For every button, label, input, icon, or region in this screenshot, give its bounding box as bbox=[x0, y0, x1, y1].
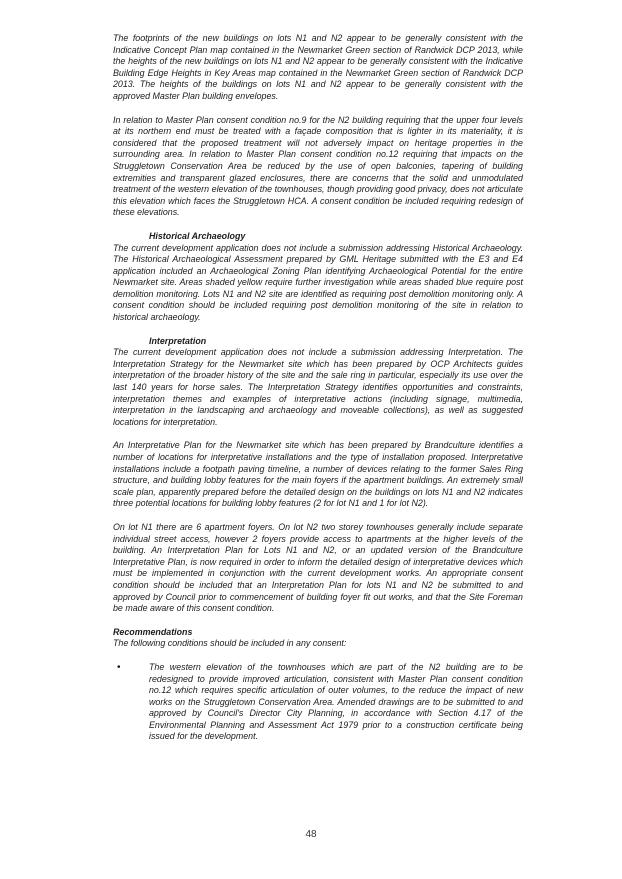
recommendations-heading: Recommendations bbox=[113, 626, 193, 637]
document-page bbox=[113, 33, 523, 743]
bullet-icon: • bbox=[117, 661, 121, 673]
page-number: 48 bbox=[305, 829, 317, 840]
intro-paragraph-2: In relation to Master Plan consent condition no.9 for the N2 building requiring that the upper four levels at its northern end must be treated with a façade composition that is lighter in its materiality, it is considered that the proposed treatment will not adversely impact on heritage properties in the surrounding area. In relation to Master Plan consent condition no.12 requiring that impacts on the Struggletown Conservation Area be reduced by the use of open balconies, tapering of building extremities and transparent glazed enclosures, there are concerns that the solid and unmodulated treatment of the western elevation of the townhouses, though providing good privacy, does not articulate this elevation which faces the Struggletown HCA. A consent condition be included requiring redesign of these elevations. bbox=[113, 114, 523, 218]
historical-archaeology-text: The current development application does not include a submission addressing Historical Archaeology. The Historical Archaeological Assessment prepared by GML Heritage submitted with the E3 and E4 application included an Archaeological Zoning Plan identifying Archaeological Potential for the entire Newmarket site. Areas shaded yellow require further investigation while areas shaded blue require post demolition monitoring. Lots N1 and N2 site are identified as requiring post demolition monitoring only. A consent condition should be included requiring post demolition monitoring of the site in relation to historical archaeology. bbox=[113, 242, 523, 323]
interpretation-paragraph-3: On lot N1 there are 6 apartment foyers. On lot N2 two storey townhouses generally include separate individual street access, however 2 foyers provide access to apartments at the higher levels of the building. An Interpretation Plan for Lots N1 and N2, or an updated version of the Brandculture Interpretative Plan, is now required in order to inform the detailed design of interpretative devices which must be implemented in conjunction with the current development works. An appropriate consent condition should be included that an Interpretation Plan for lots N1 and N2 be submitted to and approved by Council prior to commencement of building foyer fit out works, and that the Site Foreman be made aware of this consent condition. bbox=[113, 521, 523, 614]
historical-archaeology-heading: Historical Archaeology bbox=[149, 230, 246, 241]
recommendations-list bbox=[113, 662, 523, 743]
interpretation-heading: Interpretation bbox=[149, 335, 207, 346]
intro-paragraph-1: The footprints of the new buildings on lots N1 and N2 appear to be generally consistent with the Indicative Concept Plan map contained in the Newmarket Green section of Randwick DCP 2013, while the heights of the new buildings on lots N1 and N2 appear to be generally consistent with the Indicative Building Edge Heights in Key Areas map contained in the Newmarket Green section of Randwick DCP 2013. The heights of the buildings on lots N1 and N2 appear to be generally consistent with the approved Master Plan building envelopes. bbox=[113, 33, 523, 101]
interpretation-paragraph-2: An Interpretative Plan for the Newmarket site which has been prepared by Brandculture identifies a number of locations for interpretative installations and the type of installation proposed. Interpretative installations include a footpath paving timeline, a number of devices relating to the former Sales Ring structure, and building lobby features for the main foyers if the apartment buildings. An extremely small scale plan, apparently prepared before the detailed design on the buildings on lots N1 and N2 indicates three potential locations for building lobby features (2 for lot N1 and 1 for lot N2). bbox=[113, 440, 523, 509]
interpretation-paragraph-1: The current development application does not include a submission addressing Interpretation. The Interpretation Strategy for the Newmarket site which has been prepared by OCP Architects guides interpretation of the broader history of the site and the sale ring in particular, especially its use over the last 140 years for horse sales. The Interpretation Strategy identifies opportunities and constraints, interpretation themes and examples of interpretative actions (including signage, multimedia, interpretation in the landscaping and archaeology and moveable collections), as well as suggested locations for interpretation. bbox=[113, 347, 523, 427]
recommendations-intro: The following conditions should be included in any consent: bbox=[113, 638, 347, 649]
recommendation-item bbox=[113, 662, 523, 743]
recommendation-text: The western elevation of the townhouses which are part of the N2 building are to be redesigned to provide improved articulation, consistent with Master Plan consent condition no.12 which requires specific articulation of outer volumes, to the reduce the impact of new works on the Struggletown Conservation Area. Amended drawings are to be submitted to and approved by Council's Director City Planning, in accordance with Section 4.17 of the Environmental Planning and Assessment Act 1979 prior to a construction certificate being issued for the development. bbox=[149, 661, 523, 742]
